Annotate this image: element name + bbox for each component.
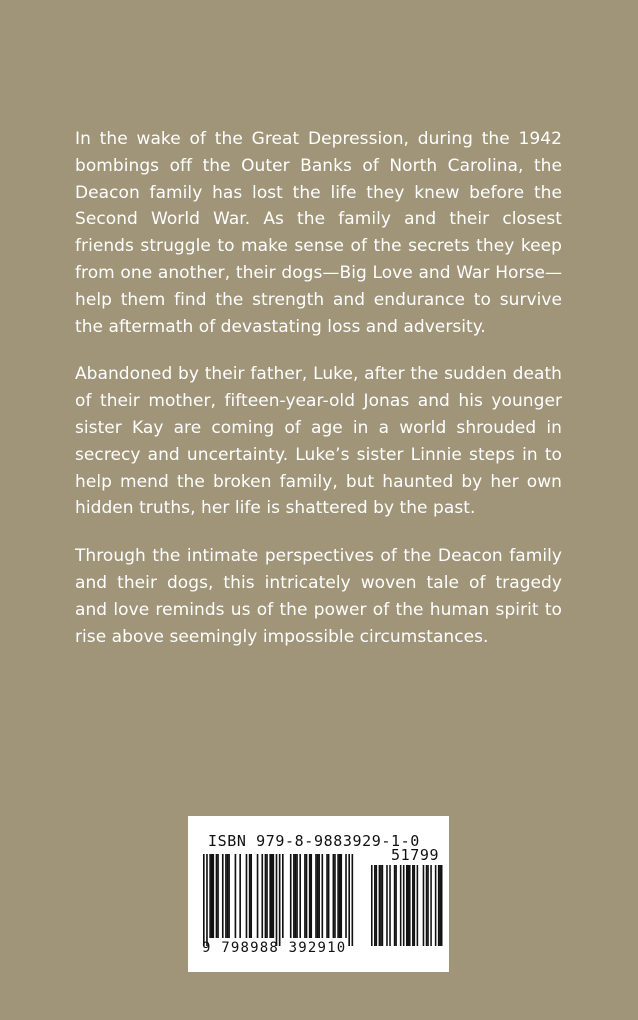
ean-bar: [216, 854, 218, 938]
ean-bar: [276, 854, 278, 946]
ean-bar: [211, 854, 213, 938]
ean-bar: [293, 854, 295, 938]
ean-bar: [334, 854, 336, 938]
ean-bar: [279, 854, 281, 946]
ean-bar: [225, 854, 227, 938]
addon-bar: [382, 865, 384, 946]
ean-bar: [282, 854, 284, 938]
addon-bar: [407, 865, 409, 946]
ean-bar: [269, 854, 271, 938]
isbn-barcode-box: [188, 816, 449, 972]
ean-bar: [304, 854, 306, 938]
addon-bar: [374, 865, 376, 946]
ean-bar: [250, 854, 252, 938]
blurb-paragraph-3: Through the intimate perspectives of the Deacon family and their dogs, this intricately woven tale of tragedy and love reminds us of the power of the human spirit to rise above seemingly impossible circumstances.: [75, 546, 562, 647]
ean-bar: [306, 854, 308, 938]
ean-bar: [333, 854, 335, 938]
ean-bar: [246, 854, 248, 938]
ean-bar: [299, 854, 301, 938]
addon-bar: [417, 865, 419, 946]
ean-bar: [257, 854, 259, 938]
ean-bar: [265, 854, 267, 938]
ean-bar: [266, 854, 268, 938]
ean-bar: [209, 854, 211, 938]
ean-bar: [296, 854, 298, 938]
ean-bar: [227, 854, 229, 938]
ean-bar: [217, 854, 219, 938]
addon-bar: [409, 865, 411, 946]
addon-bar: [414, 865, 416, 946]
ean-bar: [261, 854, 263, 938]
ean-bar: [295, 854, 297, 938]
ean-bar: [326, 854, 328, 938]
addon-bar: [435, 865, 437, 946]
ean-bar: [318, 854, 320, 938]
ean-bar: [290, 854, 292, 938]
ean-bar: [271, 854, 273, 938]
ean-bar: [339, 854, 341, 938]
ean-bar: [345, 854, 347, 938]
ean-bar: [273, 854, 275, 938]
addon-bar: [438, 865, 440, 946]
addon-bar: [389, 865, 391, 946]
addon-bar: [412, 865, 414, 946]
ean-bar: [317, 854, 319, 938]
ean-bar: [348, 854, 350, 946]
ean-digits: 9 798988 392910: [202, 940, 347, 956]
isbn-label: ISBN 979-8-9883929-1-0: [208, 832, 420, 850]
addon-bar: [395, 865, 397, 946]
ean-bar: [228, 854, 230, 938]
addon-bar: [426, 865, 428, 946]
ean-bar: [340, 854, 342, 938]
ean-bar: [352, 854, 354, 946]
addon-bar: [406, 865, 408, 946]
blurb-paragraph-2: Abandoned by their father, Luke, after the sudden death of their mother, fifteen-year-old Jonas and his younger sister Kay are coming of age in a world shrouded in secrecy and uncertainty. Luke’s sister Linnie steps in to help mend the broken family, but haunted by her own hidden truths, her life is shattered by the past.: [75, 364, 562, 519]
addon-bar: [439, 865, 441, 946]
back-cover-blurb: [75, 126, 562, 671]
addon-bar: [427, 865, 429, 946]
price-code: 51799: [391, 846, 440, 864]
ean-bar: [337, 854, 339, 938]
ean-bar: [322, 854, 324, 938]
addon-bar: [400, 865, 402, 946]
ean-bar: [309, 854, 311, 938]
addon-bar: [430, 865, 432, 946]
addon-bar: [380, 865, 382, 946]
ean-bar: [239, 854, 241, 938]
ean-bar: [328, 854, 330, 938]
price-addon-bars: [371, 865, 442, 946]
ean-bar: [212, 854, 214, 938]
ean-bar: [203, 854, 205, 946]
ean-bar: [315, 854, 317, 938]
addon-bar: [376, 865, 378, 946]
blurb-paragraph-1: In the wake of the Great Depression, during the 1942 bombings off the Outer Banks of North Carolina, the Deacon family has lost the life they knew before the Second World War. As the family and their closest friends struggle to make sense of the secrets they keep from one another, their dogs—Big Love and War Horse—help them find the strength and endurance to survive the aftermath of devastating loss and adversity.: [75, 129, 562, 337]
addon-bar: [441, 865, 443, 946]
ean-bar: [235, 854, 237, 938]
addon-bar: [386, 865, 388, 946]
ean-bar: [310, 854, 312, 938]
ean-bar: [206, 854, 208, 946]
ean13-bars: [203, 854, 353, 946]
addon-bar: [394, 865, 396, 946]
ean-bar: [249, 854, 251, 938]
addon-bar: [371, 865, 373, 946]
addon-bar: [423, 865, 425, 946]
addon-bar: [379, 865, 381, 946]
ean-bar: [222, 854, 224, 938]
addon-bar: [403, 865, 405, 946]
